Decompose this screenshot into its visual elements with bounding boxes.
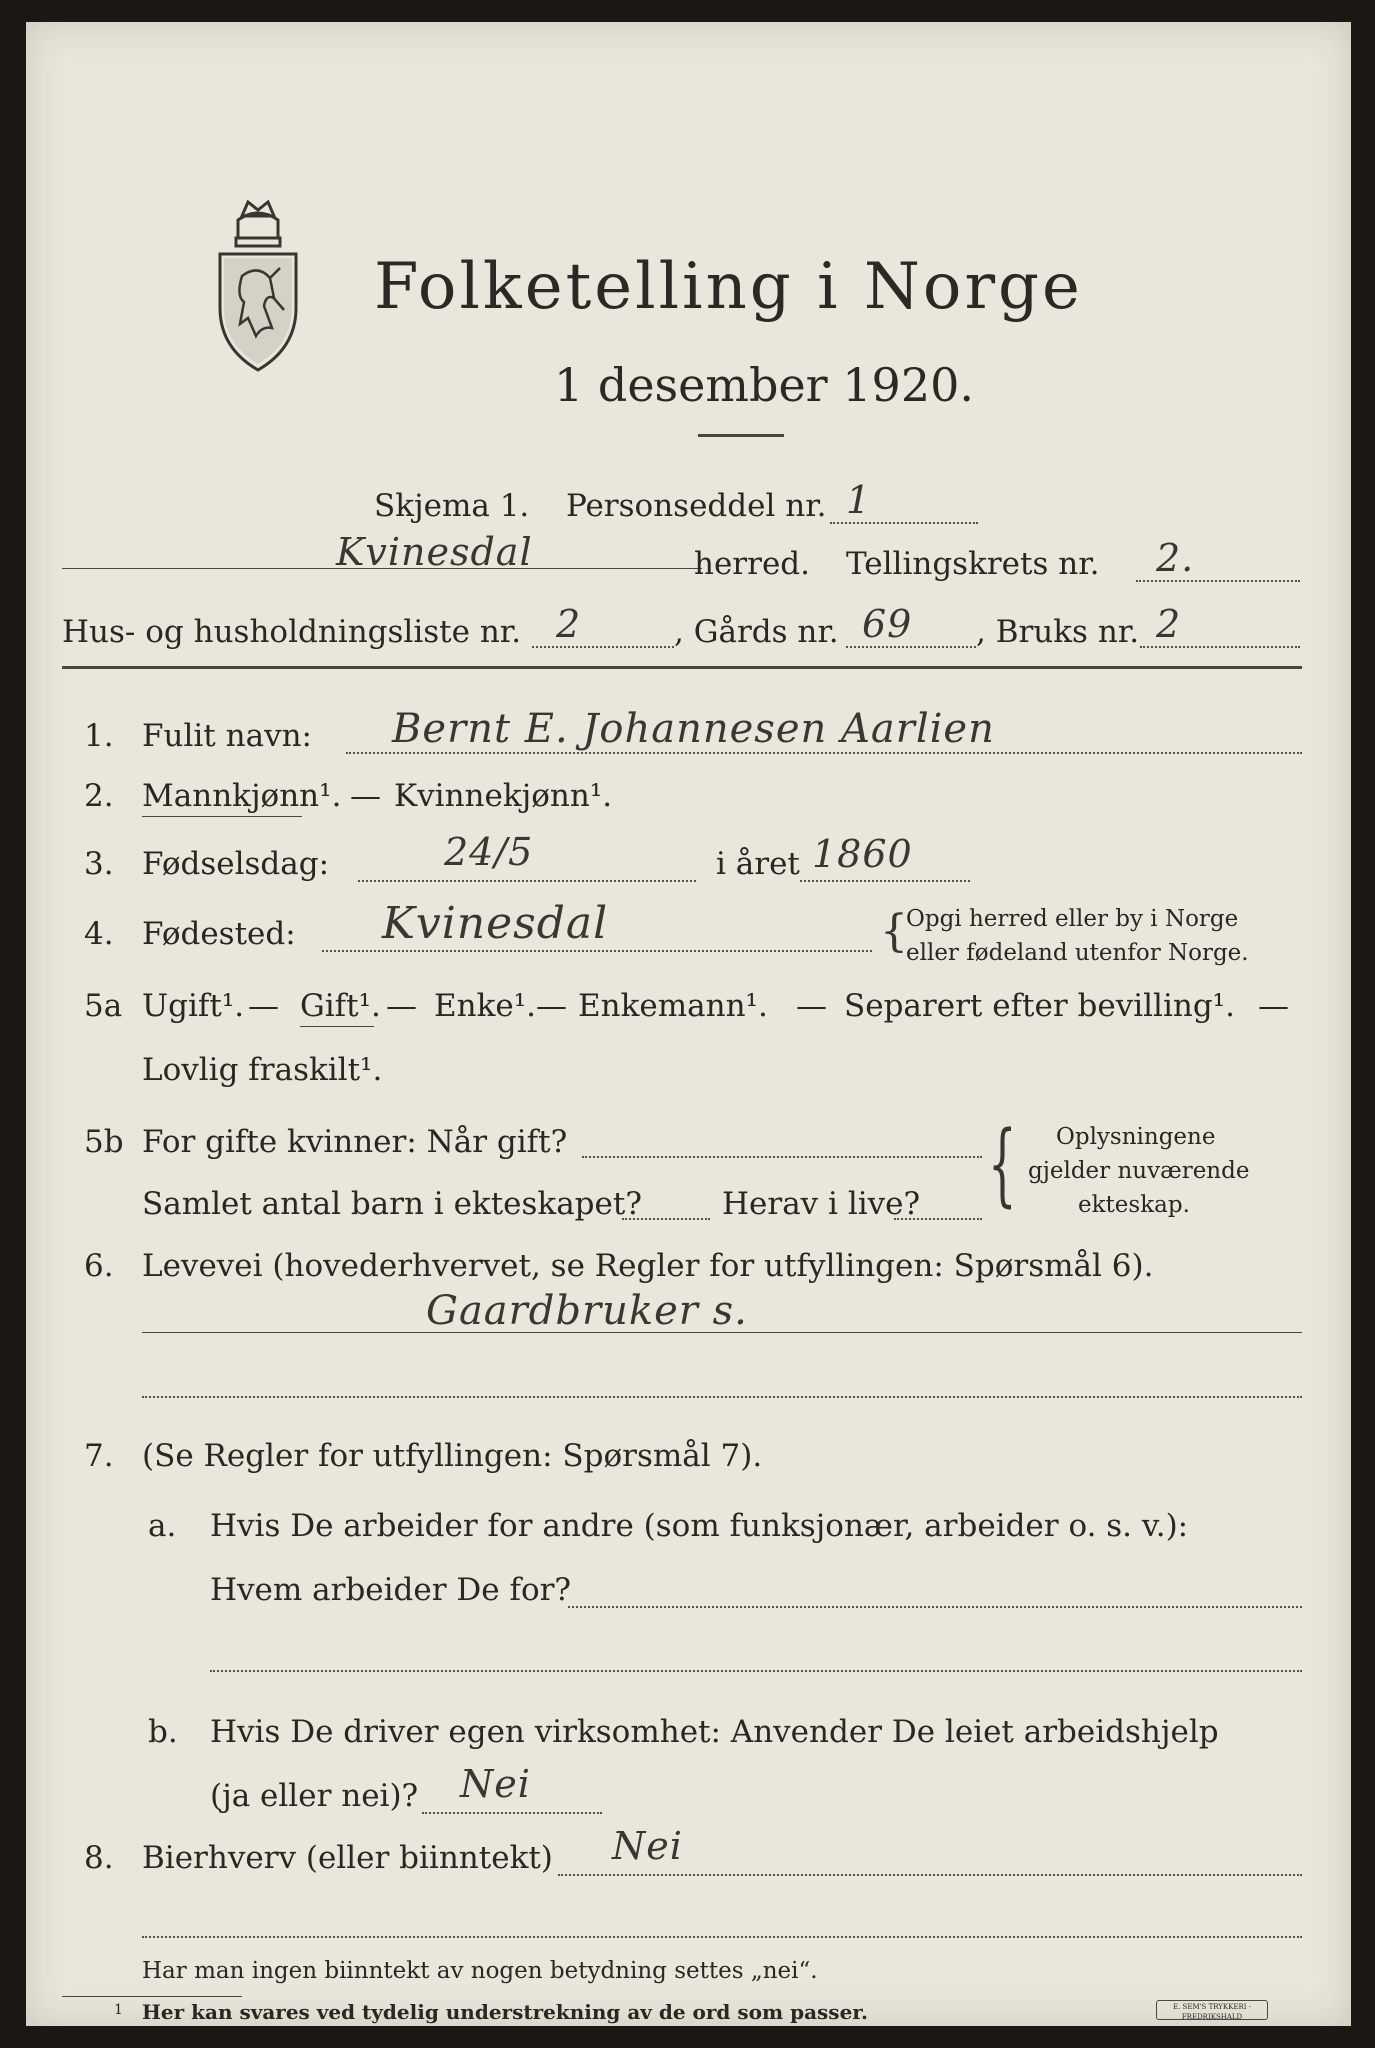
q5b-children-line bbox=[622, 1218, 710, 1220]
footer-note: Har man ingen biinntekt av nogen betydning settes „nei“. bbox=[142, 1958, 818, 1984]
household-list-line bbox=[532, 646, 674, 648]
printer-stamp bbox=[1156, 2000, 1268, 2020]
header-separator bbox=[62, 666, 1302, 669]
q6-line-2 bbox=[142, 1396, 1302, 1398]
q5a-married-underline bbox=[300, 1026, 374, 1027]
municipality-value[interactable]: Kvinesdal bbox=[336, 530, 533, 574]
q5a-dash-4: — bbox=[796, 988, 827, 1024]
q2-separator: — bbox=[350, 778, 381, 814]
printer-stamp-text: E. SEM'S TRYKKERI · FREDRIKSHALD bbox=[1173, 2003, 1251, 2020]
gards-line bbox=[846, 646, 976, 648]
bruks-line bbox=[1140, 646, 1300, 648]
q7-label: (Se Regler for utfyllingen: Spørsmål 7). bbox=[142, 1438, 763, 1474]
title-divider bbox=[698, 434, 784, 437]
q3-number: 3. bbox=[84, 846, 114, 882]
q5b-alive-label: Herav i live? bbox=[722, 1186, 921, 1222]
q5b-note-line2: gjelder nuværende bbox=[1028, 1158, 1250, 1184]
full-name-value[interactable]: Bernt E. Johannesen Aarlien bbox=[392, 706, 995, 752]
q7a-line1: Hvis De arbeider for andre (som funksjonær, arbeider o. s. v.): bbox=[210, 1508, 1189, 1544]
footnote-text: Her kan svares ved tydelig understrekning av de ord som passer. bbox=[142, 2000, 868, 2024]
q2-number: 2. bbox=[84, 778, 114, 814]
occupation-value[interactable]: Gaardbruker s. bbox=[426, 1288, 748, 1334]
q4-brace: { bbox=[880, 906, 908, 957]
tellingskrets-value[interactable]: 2. bbox=[1156, 536, 1195, 580]
footnote-divider bbox=[62, 1996, 242, 1997]
q3-line bbox=[358, 880, 696, 882]
herred-label: herred. bbox=[694, 546, 810, 582]
q5b-when-married-line bbox=[582, 1156, 982, 1158]
q8-line bbox=[558, 1874, 1302, 1876]
birth-date-value[interactable]: 24/5 bbox=[444, 830, 534, 874]
q7b-answer-line bbox=[422, 1812, 602, 1814]
q8-extra-line bbox=[142, 1936, 1302, 1938]
q5a-dash-5: — bbox=[1258, 988, 1289, 1024]
gards-label: , Gårds nr. bbox=[674, 614, 839, 650]
q5a-married-option[interactable]: Gift¹. bbox=[300, 988, 381, 1024]
q6-label: Levevei (hovederhvervet, se Regler for utfyllingen: Spørsmål 6). bbox=[142, 1248, 1154, 1284]
q8-number: 8. bbox=[84, 1840, 114, 1876]
q4-note-line1: Opgi herred eller by i Norge bbox=[906, 906, 1239, 932]
bruks-label: , Bruks nr. bbox=[976, 614, 1140, 650]
q1-number: 1. bbox=[84, 718, 114, 754]
q3-label: Fødselsdag: bbox=[142, 846, 330, 882]
birth-year-value[interactable]: 1860 bbox=[812, 832, 913, 876]
form-date: 1 desember 1920. bbox=[554, 358, 974, 412]
q5b-number: 5b bbox=[84, 1124, 124, 1160]
q2-male-option[interactable]: Mannkjønn¹. bbox=[142, 778, 342, 814]
schema-label: Skjema 1. bbox=[374, 488, 530, 524]
form-title: Folketelling i Norge bbox=[374, 250, 1083, 324]
q5a-divorced-option[interactable]: Lovlig fraskilt¹. bbox=[142, 1052, 383, 1088]
q2-male-underline bbox=[142, 816, 302, 817]
q6-number: 6. bbox=[84, 1248, 114, 1284]
person-label: Personseddel nr. bbox=[566, 488, 827, 524]
q5b-brace: { bbox=[988, 1112, 1017, 1217]
q4-line bbox=[322, 950, 872, 952]
birthplace-value[interactable]: Kvinesdal bbox=[382, 898, 609, 949]
q5a-dash-2: — bbox=[386, 988, 417, 1024]
q3-year-label: i året bbox=[716, 846, 800, 882]
q5a-dash-1: — bbox=[248, 988, 279, 1024]
q5a-number: 5a bbox=[84, 988, 123, 1024]
q7b-line1: Hvis De driver egen virksomhet: Anvender De leiet arbeidshjelp bbox=[210, 1714, 1219, 1750]
q1-label: Fulit navn: bbox=[142, 718, 312, 754]
q5b-note-line3: ekteskap. bbox=[1078, 1192, 1190, 1218]
q5b-alive-line bbox=[894, 1218, 982, 1220]
q5b-children-label: Samlet antal barn i ekteskapet? bbox=[142, 1186, 642, 1222]
q4-label: Fødested: bbox=[142, 916, 296, 952]
q7a-line2: Hvem arbeider De for? bbox=[210, 1572, 572, 1608]
q2-female-option[interactable]: Kvinnekjønn¹. bbox=[394, 778, 613, 814]
q5a-widower-option[interactable]: Enkemann¹. bbox=[578, 988, 768, 1024]
q3-year-line bbox=[800, 880, 970, 882]
q5a-widow-option[interactable]: Enke¹. bbox=[434, 988, 537, 1024]
q7a-employer-line bbox=[568, 1606, 1302, 1608]
gards-value[interactable]: 69 bbox=[862, 602, 913, 646]
q1-line bbox=[346, 752, 1302, 754]
tellingskrets-label: Tellingskrets nr. bbox=[846, 546, 1100, 582]
q6-line-1 bbox=[142, 1332, 1302, 1333]
q5b-note-line1: Oplysningene bbox=[1056, 1124, 1216, 1150]
q5a-unmarried-option[interactable]: Ugift¹. bbox=[142, 988, 245, 1024]
hired-help-value[interactable]: Nei bbox=[460, 1762, 531, 1806]
side-income-value[interactable]: Nei bbox=[612, 1824, 683, 1868]
census-form-sheet bbox=[26, 22, 1351, 2026]
q5a-dash-3: — bbox=[536, 988, 567, 1024]
q4-number: 4. bbox=[84, 916, 114, 952]
q7b-line2: (ja eller nei)? bbox=[210, 1778, 419, 1814]
household-list-value[interactable]: 2 bbox=[556, 602, 582, 646]
person-number-value[interactable]: 1 bbox=[846, 478, 872, 522]
norwegian-coat-of-arms-icon bbox=[212, 198, 304, 378]
q7a-extra-line bbox=[210, 1670, 1302, 1672]
q7b-letter: b. bbox=[148, 1714, 178, 1750]
q5a-separated-option[interactable]: Separert efter bevilling¹. bbox=[844, 988, 1235, 1024]
tellingskrets-line bbox=[1136, 580, 1300, 582]
q4-note-line2: eller fødeland utenfor Norge. bbox=[906, 940, 1249, 966]
bruks-value[interactable]: 2 bbox=[1156, 602, 1182, 646]
person-number-line bbox=[830, 522, 978, 524]
q5b-when-married-label: For gifte kvinner: Når gift? bbox=[142, 1124, 568, 1160]
q7-number: 7. bbox=[84, 1438, 114, 1474]
household-list-label: Hus- og husholdningsliste nr. bbox=[62, 614, 522, 650]
footnote-mark: 1 bbox=[114, 2002, 123, 2018]
q8-label: Bierhverv (eller biinntekt) bbox=[142, 1840, 553, 1876]
q7a-letter: a. bbox=[148, 1508, 177, 1544]
